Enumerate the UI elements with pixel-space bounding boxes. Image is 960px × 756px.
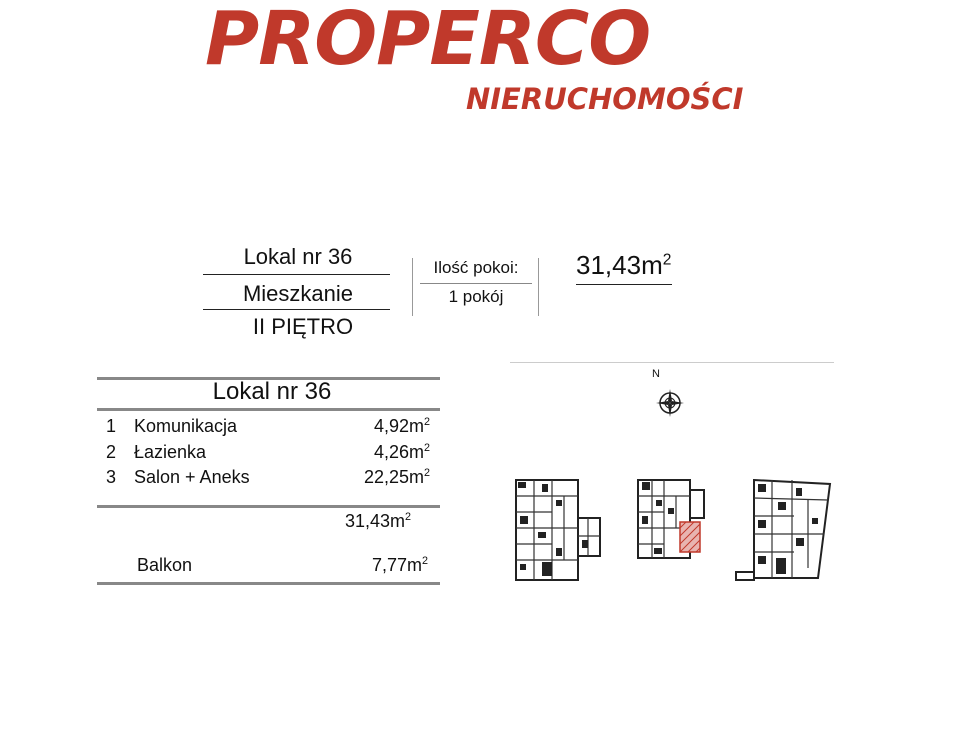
unit-type: Mieszkanie [242,281,354,306]
row-number: 1 [106,416,117,436]
rooms-value: 1 pokój [448,287,504,306]
compass-icon [655,388,685,418]
table-title: Lokal nr 36 [212,378,332,405]
room-area: $22,25m^2$ [363,467,430,487]
building-plan-right [734,478,834,582]
divider [412,258,413,316]
row-number: 2 [106,442,117,462]
divider [576,284,672,285]
room-name: Komunikacja [134,416,238,436]
building-plan-left [512,478,602,582]
room-name: Łazienka [134,442,207,462]
brand-subtitle: NIERUCHOMOŚCI [466,82,744,116]
room-name: Salon + Aneks [134,467,250,487]
table-row [106,416,436,440]
room-area: $4,26m^2$ [373,442,430,462]
unit-number: Lokal nr 36 [243,244,353,269]
total-area: $31,43m^2$ [576,250,672,280]
plan-border [510,362,834,363]
building-plan-middle [634,478,716,562]
table-rule [97,408,440,411]
balcony-label: Balkon [137,555,193,575]
floor-label: II PIĘTRO [252,314,354,339]
table-row [106,467,436,491]
rooms-label: Ilość pokoi: [433,258,519,277]
north-label: N [652,368,660,380]
table-row [106,442,436,466]
divider [203,274,390,275]
balcony-area: $7,77m^2$ [372,555,429,575]
sum-area: $31,43m^2$ [345,511,412,531]
table-rule [97,582,440,585]
table-rule [97,505,440,508]
room-area: $4,92m^2$ [373,416,430,436]
divider [538,258,539,316]
divider [203,309,390,310]
row-number: 3 [106,467,117,487]
divider [420,283,532,284]
brand-logo: PROPERCO [205,0,651,82]
